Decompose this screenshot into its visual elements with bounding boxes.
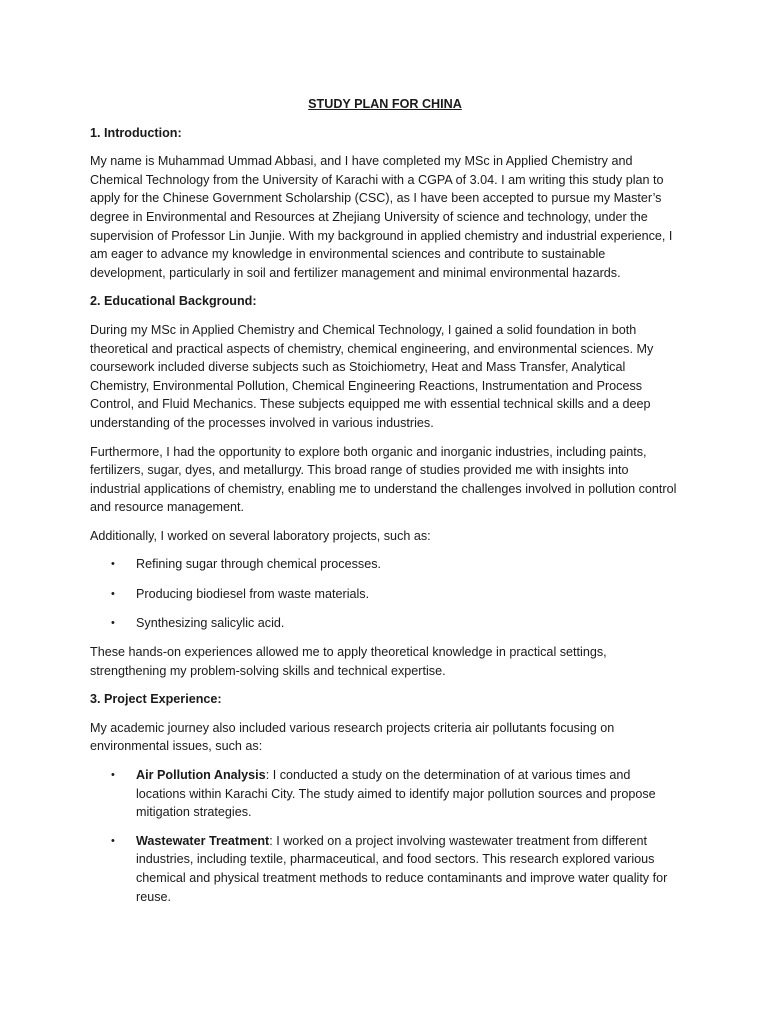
section-heading-introduction: 1. Introduction: [90,125,182,140]
list-item [90,555,680,574]
project-experience-list [90,766,680,906]
education-paragraph-closing: These hands-on experiences allowed me to apply theoretical knowledge in practical settings, strengthening my problem-solving skills and technical expertise. [90,645,607,678]
section-heading-education: 2. Educational Background: [90,294,257,309]
education-paragraph-industries: Furthermore, I had the opportunity to explore both organic and inorganic industries, including paints, fertilizers, sugar, dyes, and metallurgy. This broad range of studies provided me with insights into industrial applications of chemistry, enabling me to understand the challenges involved in pollution control and resource management. [90,444,677,515]
list-item-text: Refining sugar through chemical processes. [136,557,382,572]
section-heading-projects: 3. Project Experience: [90,692,222,707]
document-title: STUDY PLAN FOR CHINA [308,97,462,111]
project-term: Wastewater Treatment [136,833,270,848]
bullet-icon: • [111,587,115,600]
bullet-icon: • [111,616,115,629]
list-item [90,585,680,604]
projects-intro-paragraph: My academic journey also included various research projects criteria air pollutants focusing on environmental issues, such as: [90,720,615,754]
lab-projects-list [90,555,680,632]
project-description: : I conducted a study on the determination of at various times and locations within Karachi City. The study aimed to identify major pollution sources and propose mitigation strategies. [136,768,656,820]
list-item [90,832,680,906]
project-description: : I worked on a project involving wastewater treatment from different industries, including textile, pharmaceutical, and food sectors. This research explored various chemical and physical treatment methods to reduce contaminants and improve water quality for reuse. [136,833,668,904]
bullet-icon: • [111,769,115,781]
introduction-paragraph: My name is Muhammad Ummad Abbasi, and I have completed my MSc in Applied Chemistry and Chemical Technology from the University of Karachi with a CGPA of 3.04. I am writing this study plan to apply for the Chinese Government Scholarship (CSC), as I have been accepted to pursue my Master’s degree in Environmental and Resources at Zhejiang University of science and technology, under the supervision of Professor Lin Junjie. With my background in applied chemistry and industrial experience, I am eager to advance my knowledge in environmental sciences and contribute to sustainable development, particularly in soil and fertilizer management and minimal environmental hazards. [90,154,673,280]
list-item [90,766,680,822]
education-paragraph-coursework: During my MSc in Applied Chemistry and Chemical Technology, I gained a solid foundation in both theoretical and practical aspects of chemistry, chemical engineering, and environmental sciences. My coursework included diverse subjects such as Stoichiometry, Heat and Mass Transfer, Analytical Chemistry, Environmental Pollution, Chemical Engineering Reactions, Instrumentation and Process Control, and Fluid Mechanics. These subjects equipped me with essential technical skills and a deep understanding of the processes involved in various industries. [90,322,654,430]
education-paragraph-lab-intro: Additionally, I worked on several laboratory projects, such as: [90,528,431,543]
bullet-icon: • [111,834,115,847]
project-term: Air Pollution Analysis [136,768,266,782]
list-item [90,614,680,633]
bullet-icon: • [111,558,115,571]
list-item-text: Producing biodiesel from waste materials. [136,586,370,601]
list-item-text: Synthesizing salicylic acid. [136,615,285,630]
